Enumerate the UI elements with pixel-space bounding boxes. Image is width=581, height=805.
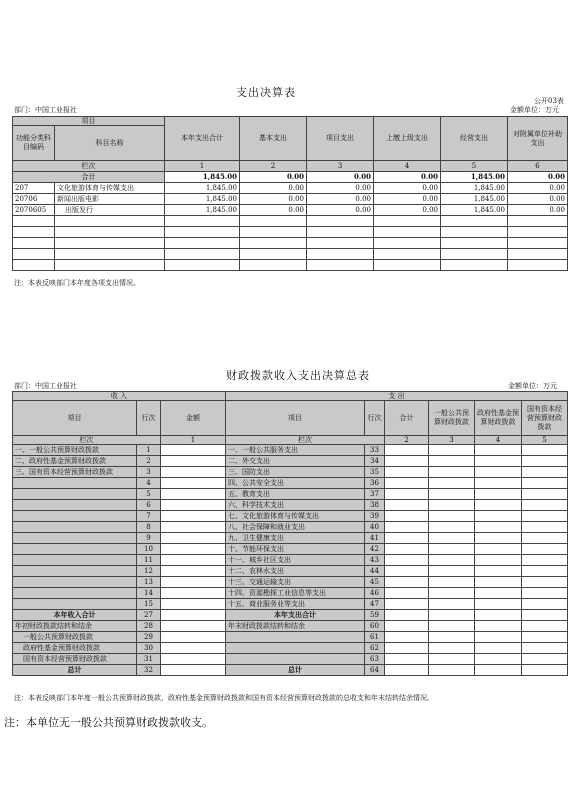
line-number: 29	[137, 632, 161, 643]
line-number: 61	[365, 632, 385, 643]
expense-capital	[522, 566, 568, 577]
row-value: 0.00	[240, 205, 307, 216]
line-number: 42	[365, 544, 385, 555]
income-item	[13, 599, 137, 610]
fiscal-table	[12, 391, 568, 676]
line-number: 38	[365, 500, 385, 511]
expense-total	[385, 566, 429, 577]
expense-general	[429, 478, 475, 489]
total-value: 0.00	[508, 172, 568, 183]
department-label-2: 部门：中国工业报社	[14, 382, 77, 390]
lanci-num: 6	[508, 161, 568, 172]
row-value: 0.00	[508, 194, 568, 205]
unit-label: 金额单位：万元	[510, 106, 559, 114]
line-number: 2	[137, 456, 161, 467]
header-code: 功能分类科目编码	[13, 126, 55, 161]
expense-item: 十二、农林水支出	[226, 566, 365, 577]
expense-fund	[475, 577, 522, 588]
line-number: 30	[137, 643, 161, 654]
header-amount: 金额	[161, 401, 226, 436]
empty-row	[13, 249, 568, 260]
header-item: 项目	[13, 401, 137, 436]
expense-item: 七、文化旅游体育与传媒支出	[226, 511, 365, 522]
header-col-3: 项目支出	[307, 117, 374, 161]
expense-capital	[522, 511, 568, 522]
line-number: 32	[137, 665, 161, 676]
table-row	[13, 566, 568, 577]
grand-total-out-label: 总计	[226, 665, 365, 676]
table-row	[13, 555, 568, 566]
expense-general	[429, 599, 475, 610]
line-number: 40	[365, 522, 385, 533]
row-value: 1,845.00	[441, 205, 508, 216]
header-item: 项目	[13, 117, 165, 126]
line-number: 8	[137, 522, 161, 533]
expense-item: 十五、商业服务业等支出	[226, 599, 365, 610]
expense-total	[385, 467, 429, 478]
table-row	[13, 467, 568, 478]
expense-total	[385, 544, 429, 555]
table-row	[13, 577, 568, 588]
row-code: 2070605	[13, 205, 55, 216]
expense-total	[385, 445, 429, 456]
income-item	[13, 478, 137, 489]
expense-general	[429, 456, 475, 467]
department-label: 部门：中国工业报社	[14, 106, 77, 114]
line-number: 39	[365, 511, 385, 522]
expense-item: 五、教育支出	[226, 489, 365, 500]
expense-total	[385, 500, 429, 511]
income-item	[13, 511, 137, 522]
line-number: 59	[365, 610, 385, 621]
expense-fund	[475, 588, 522, 599]
expense-total	[385, 533, 429, 544]
expense-table-title: 支出决算表	[236, 86, 296, 99]
lanci-num: 2	[240, 161, 307, 172]
line-number: 3	[137, 467, 161, 478]
total-value: 0.00	[374, 172, 441, 183]
table-row	[13, 478, 568, 489]
expense-general	[429, 577, 475, 588]
header-name: 科目名称	[55, 126, 165, 161]
table-row	[13, 194, 568, 205]
expense-general	[429, 467, 475, 478]
table-row	[13, 544, 568, 555]
header-item: 项目	[226, 401, 365, 436]
expense-general	[429, 533, 475, 544]
expense-item: 十三、交通运输支出	[226, 577, 365, 588]
expense-item: 九、卫生健康支出	[226, 533, 365, 544]
income-item: 二、政府性基金预算财政拨款	[13, 456, 137, 467]
lanci-num: 4	[374, 161, 441, 172]
expense-fund	[475, 500, 522, 511]
line-number: 63	[365, 654, 385, 665]
expense-general	[429, 544, 475, 555]
expense-capital	[522, 467, 568, 478]
line-number: 14	[137, 588, 161, 599]
header-total: 合计	[385, 401, 429, 436]
row-value: 1,845.00	[165, 194, 240, 205]
row-value: 0.00	[374, 205, 441, 216]
line-number: 41	[365, 533, 385, 544]
line-number: 5	[137, 489, 161, 500]
income-amount	[161, 478, 226, 489]
header-fund: 政府性基金预算财政拨款	[475, 401, 522, 436]
expense-general	[429, 445, 475, 456]
header-col-2: 基本支出	[240, 117, 307, 161]
expense-total	[385, 489, 429, 500]
income-header: 收 入	[13, 392, 226, 401]
lanci-label: 栏次	[13, 161, 165, 172]
table-row	[13, 183, 568, 194]
line-number: 44	[365, 566, 385, 577]
expense-fund	[475, 467, 522, 478]
lanci-label: 栏次	[226, 436, 385, 445]
lanci-num: 3	[429, 436, 475, 445]
final-note: 注：本单位无一般公共预算财政拨款收支。	[4, 716, 213, 729]
expense-total	[385, 478, 429, 489]
expense-general	[429, 522, 475, 533]
line-number: 15	[137, 599, 161, 610]
expense-capital	[522, 599, 568, 610]
line-number: 47	[365, 599, 385, 610]
line-number: 31	[137, 654, 161, 665]
income-amount	[161, 522, 226, 533]
row-value: 0.00	[508, 183, 568, 194]
total-value: 1,845.00	[165, 172, 240, 183]
line-number: 46	[365, 588, 385, 599]
income-amount	[161, 544, 226, 555]
expense-fund	[475, 489, 522, 500]
header-col-6: 对附属单位补助支出	[508, 117, 568, 161]
row-name: 新闻出版电影	[55, 194, 165, 205]
header-line: 行次	[137, 401, 161, 436]
income-item	[13, 522, 137, 533]
lanci-num: 4	[475, 436, 522, 445]
header-col-1: 本年支出合计	[165, 117, 240, 161]
income-item	[13, 489, 137, 500]
income-amount	[161, 500, 226, 511]
row-name: 文化旅游体育与传媒支出	[55, 183, 165, 194]
expense-item: 十四、资源勘探工业信息等支出	[226, 588, 365, 599]
line-number: 4	[137, 478, 161, 489]
row-value: 0.00	[307, 183, 374, 194]
lanci-num: 1	[165, 161, 240, 172]
expense-total	[385, 522, 429, 533]
expense-general	[429, 588, 475, 599]
row-value: 0.00	[508, 205, 568, 216]
expense-general	[429, 489, 475, 500]
expense-capital	[522, 577, 568, 588]
line-number: 6	[137, 500, 161, 511]
income-item: 一、一般公共预算财政拨款	[13, 445, 137, 456]
line-number: 37	[365, 489, 385, 500]
carry-out-label: 年末财政拨款结转和结余	[226, 621, 365, 632]
total-value: 0.00	[307, 172, 374, 183]
income-amount	[161, 533, 226, 544]
expense-total	[385, 456, 429, 467]
expense-general	[429, 555, 475, 566]
fiscal-table-note: 注：本表反映部门本年度一般公共预算财政拨款、政府性基金预算财政拨款和国有资本经营预算财政拨款的总收支和年末结转结余情况。	[14, 694, 434, 702]
lanci-num: 5	[441, 161, 508, 172]
expense-fund	[475, 599, 522, 610]
expense-general	[429, 500, 475, 511]
total-label: 合计	[13, 172, 165, 183]
income-amount	[161, 445, 226, 456]
empty-row	[13, 216, 568, 227]
income-amount	[161, 511, 226, 522]
table-row	[13, 456, 568, 467]
expense-total	[385, 588, 429, 599]
expense-capital	[522, 555, 568, 566]
header-general: 一般公共预算财政拨款	[429, 401, 475, 436]
row-value: 0.00	[307, 194, 374, 205]
expense-capital	[522, 544, 568, 555]
form-number: 公开03表	[534, 97, 564, 105]
expense-header: 支 出	[226, 392, 568, 401]
line-number: 45	[365, 577, 385, 588]
expense-total	[385, 511, 429, 522]
expense-item: 十一、城乡社区支出	[226, 555, 365, 566]
expense-capital	[522, 522, 568, 533]
lanci-num: 3	[307, 161, 374, 172]
lanci-num: 5	[522, 436, 568, 445]
expense-item: 六、科学技术支出	[226, 500, 365, 511]
income-total-label: 本年收入合计	[13, 610, 137, 621]
expense-fund	[475, 544, 522, 555]
income-item	[13, 588, 137, 599]
income-amount	[161, 555, 226, 566]
income-amount	[161, 588, 226, 599]
expense-capital	[522, 588, 568, 599]
empty-row	[13, 260, 568, 271]
line-number: 11	[137, 555, 161, 566]
total-value: 1,845.00	[441, 172, 508, 183]
table-row	[13, 500, 568, 511]
income-item	[13, 544, 137, 555]
empty-row	[13, 227, 568, 238]
lanci-num: 2	[385, 436, 429, 445]
line-number: 27	[137, 610, 161, 621]
expense-item: 十、节能环保支出	[226, 544, 365, 555]
table-row	[13, 205, 568, 216]
row-value: 0.00	[240, 183, 307, 194]
line-number: 28	[137, 621, 161, 632]
expense-capital	[522, 500, 568, 511]
row-name: 出版发行	[55, 205, 165, 216]
lanci-label: 栏次	[13, 436, 161, 445]
header-col-4: 上缴上级支出	[374, 117, 441, 161]
income-item: 三、国有资本经营预算财政拨款	[13, 467, 137, 478]
expense-general	[429, 511, 475, 522]
expense-total	[385, 577, 429, 588]
line-number: 43	[365, 555, 385, 566]
expense-total	[385, 599, 429, 610]
expense-table	[12, 116, 568, 271]
expense-item: 三、国防支出	[226, 467, 365, 478]
income-amount	[161, 467, 226, 478]
income-item	[13, 566, 137, 577]
row-value: 0.00	[374, 194, 441, 205]
sub-row-label: 一般公共预算财政拨款	[13, 632, 137, 643]
expense-fund	[475, 566, 522, 577]
grand-total-in-label: 总计	[13, 665, 137, 676]
line-number: 33	[365, 445, 385, 456]
expense-item: 四、公共安全支出	[226, 478, 365, 489]
row-value: 0.00	[240, 194, 307, 205]
expense-fund	[475, 478, 522, 489]
table-row	[13, 588, 568, 599]
expense-capital	[522, 489, 568, 500]
table-row	[13, 533, 568, 544]
expense-fund	[475, 511, 522, 522]
income-item	[13, 555, 137, 566]
income-amount	[161, 599, 226, 610]
expense-fund	[475, 445, 522, 456]
income-amount	[161, 566, 226, 577]
fiscal-table-title: 财政拨款收入支出决算总表	[226, 369, 370, 382]
income-amount	[161, 456, 226, 467]
row-code: 207	[13, 183, 55, 194]
unit-label-2: 金额单位：万元	[508, 382, 557, 390]
expense-capital	[522, 445, 568, 456]
expense-capital	[522, 478, 568, 489]
sub-row-label: 政府性基金预算财政拨款	[13, 643, 137, 654]
row-value: 1,845.00	[441, 194, 508, 205]
lanci-num: 1	[161, 436, 226, 445]
line-number: 62	[365, 643, 385, 654]
carry-in-label: 年初财政拨款结转和结余	[13, 621, 137, 632]
row-value: 1,845.00	[165, 205, 240, 216]
expense-total-label: 本年支出合计	[226, 610, 365, 621]
row-value: 1,845.00	[441, 183, 508, 194]
line-number: 7	[137, 511, 161, 522]
row-value: 0.00	[307, 205, 374, 216]
line-number: 35	[365, 467, 385, 478]
table-row	[13, 511, 568, 522]
header-capital: 国有资本经营预算财政拨款	[522, 401, 568, 436]
header-line: 行次	[365, 401, 385, 436]
table-row	[13, 489, 568, 500]
line-number: 60	[365, 621, 385, 632]
empty-row	[13, 238, 568, 249]
expense-fund	[475, 522, 522, 533]
income-item	[13, 533, 137, 544]
expense-item: 八、社会保障和就业支出	[226, 522, 365, 533]
line-number: 13	[137, 577, 161, 588]
table-row	[13, 445, 568, 456]
expense-general	[429, 566, 475, 577]
line-number: 36	[365, 478, 385, 489]
sub-row-label: 国有资本经营预算财政拨款	[13, 654, 137, 665]
line-number: 10	[137, 544, 161, 555]
expense-total	[385, 555, 429, 566]
expense-item: 二、外交支出	[226, 456, 365, 467]
expense-table-note: 注：本表反映部门本年度各项支出情况。	[14, 279, 140, 287]
income-item	[13, 500, 137, 511]
expense-item: 一、一般公共服务支出	[226, 445, 365, 456]
row-value: 1,845.00	[165, 183, 240, 194]
line-number: 9	[137, 533, 161, 544]
expense-fund	[475, 456, 522, 467]
row-code: 20706	[13, 194, 55, 205]
header-col-5: 经营支出	[441, 117, 508, 161]
row-value: 0.00	[374, 183, 441, 194]
total-value: 0.00	[240, 172, 307, 183]
line-number: 12	[137, 566, 161, 577]
expense-fund	[475, 555, 522, 566]
table-row	[13, 522, 568, 533]
line-number: 64	[365, 665, 385, 676]
line-number: 34	[365, 456, 385, 467]
income-amount	[161, 489, 226, 500]
income-amount	[161, 577, 226, 588]
expense-capital	[522, 533, 568, 544]
expense-fund	[475, 533, 522, 544]
income-item	[13, 577, 137, 588]
expense-capital	[522, 456, 568, 467]
line-number: 1	[137, 445, 161, 456]
table-row	[13, 599, 568, 610]
